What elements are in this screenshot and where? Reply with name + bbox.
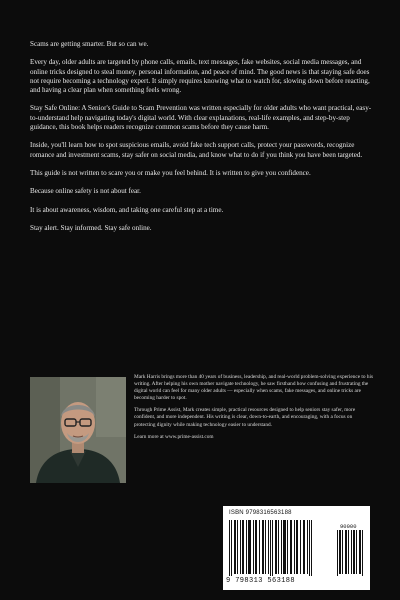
blurb-paragraph: Because online safety is not about fear.: [30, 187, 141, 196]
bio-website: Learn more at www.prime-assist.com: [134, 433, 214, 440]
bio-paragraph: Through Prime Assist, Mark creates simple, practical resources designed to help seniors stay safer, more confident, and more independent. His writing is clear, down-to-earth, and encouraging, with a focus on protecting dignity while making technology easier to understand.: [134, 407, 356, 428]
blurb-paragraph: Stay Safe Online: A Senior's Guide to Scam Prevention was written especially for older adults who want practical, easy-to-understand help navigating today's digital world. With clear explanations, real-life examples, and step-by-step guidance, this book helps readers recognize common scams before they cause harm.: [30, 104, 372, 132]
blurb-paragraph: Inside, you'll learn how to spot suspicious emails, avoid fake tech support calls, protect your passwords, recognize romance and investment scams, stay safer on social media, and know what to do if you think you have been targeted.: [30, 141, 363, 159]
author-photo: [30, 377, 126, 483]
blurb-paragraph: Every day, older adults are targeted by phone calls, emails, text messages, fake websites, social media messages, and online tricks designed to steal money, personal information, and peace of mind. The good news is that staying safe does not require becoming a technology expert. It simply requires knowing what to watch for, slowing down before reacting, and having a clear plan when something feels wrong.: [30, 58, 370, 95]
author-bio: [30, 374, 375, 487]
blurb-paragraph: Scams are getting smarter. But so can we.: [30, 40, 149, 48]
barcode-area: [223, 506, 370, 590]
blurb-paragraph: Stay alert. Stay informed. Stay safe online.: [30, 223, 152, 232]
bio-paragraph: Mark Harris brings more than 40 years of business, leadership, and real-world problem-solving experience to his writing. After helping his own mother navigate technology, he saw firsthand how confusing and frustrating the digital world can feel for many older adults — especially when scams, fake messages, and online tricks are becoming harder to spot.: [134, 374, 374, 402]
bio-text: [134, 374, 374, 446]
isbn-label: ISBN 9798316563188: [229, 510, 292, 516]
ean-digits: 9 798313 563188: [226, 577, 296, 585]
blurb-text: [30, 40, 372, 242]
blurb-paragraph: This guide is not written to scare you or make you feel behind. It is written to give you confidence.: [30, 168, 311, 177]
author-photo-image: [30, 377, 126, 483]
price-code: 90000: [340, 523, 357, 530]
blurb-paragraph: It is about awareness, wisdom, and taking one careful step at a time.: [30, 205, 224, 214]
